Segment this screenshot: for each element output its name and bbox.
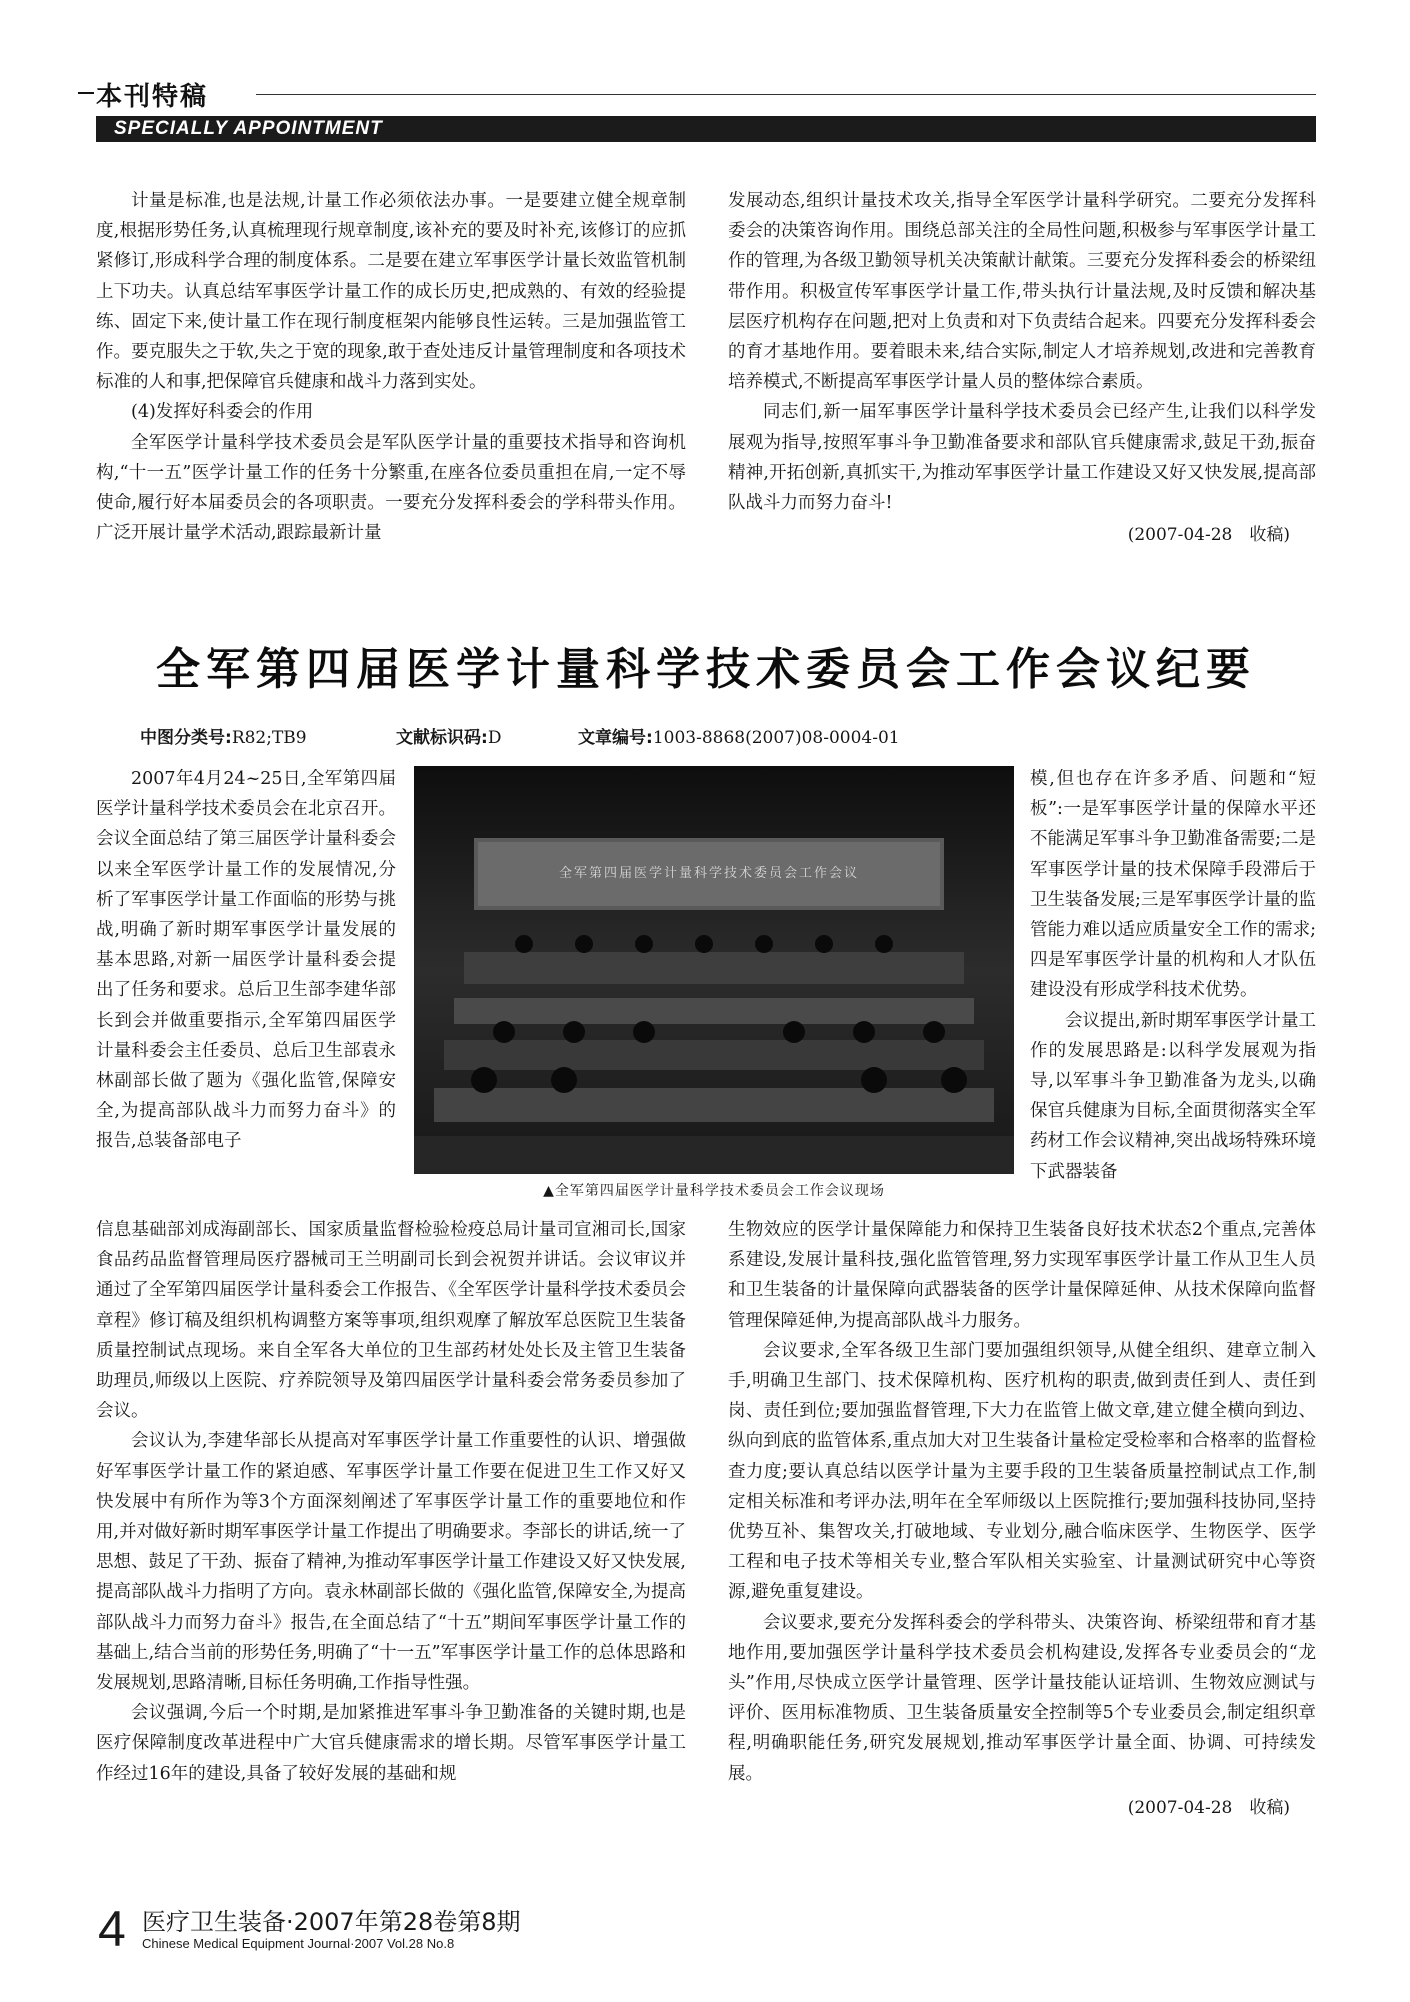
article-right-paragraph-2: 会议要求,全军各级卫生部门要加强组织领导,从健全组织、建章立制入手,明确卫生部门、技术保障机构、医疗机构的职责,做到责任到人、责任到岗、责任到位;要加强监督管理,下大力在监管上做文章,建立健全横向到边、纵向到底的监管体系,重点加大对卫生装备计量检定受检率和合格率的监督检查力度;要认真总结以医学计量为主要手段的卫生装备质量控制试点工作,制定相关标准和考评办法,明年在全军师级以上医院推行;要加强科技协同,坚持优势互补、集智攻关,打破地域、专业划分,融合临床医学、生物医学、医学工程和电子技术等相关专业,整合军队相关实验室、计量测试研究中心等资源,避免重复建设。 [728,1340,1316,1603]
prev-right-paragraph-2: 同志们,新一届军事医学计量科学技术委员会已经产生,让我们以科学发展观为指导,按照军事斗争卫勤准备要求和部队官兵健康需求,鼓足干劲,振奋精神,开拓创新,真抓实干,为推动军事医学计量工作建设又好又快发展,提高部队战斗力而努力奋斗! [728,402,1316,514]
article-number [578,723,900,748]
prev-left-paragraph-3: 全军医学计量科学技术委员会是军队医学计量的重要技术指导和咨询机构,“十一五”医学计量工作的任务十分繁重,在座各位委员重担在肩,一定不辱使命,履行好本届委员会的各项职责。一要充分发挥科委会的学科带头作用。广泛开展计量学术活动,跟踪最新计量 [96,432,686,544]
article-right-narrow-paragraph-1: 模,但也存在许多矛盾、问题和“短板”:一是军事医学计量的保障水平还不能满足军事斗争卫勤准备需要;二是军事医学计量的技术保障手段滞后于卫生装备发展;三是军事医学计量的监管能力难以适应质量安全工作的需求;四是军事医学计量的机构和人才队伍建设没有形成学科技术优势。 [1030,769,1316,1001]
prev-received-date: (2007-04-28 收稿) [1127,525,1290,546]
column-title-en: SPECIALLY APPOINTMENT [114,118,383,139]
prev-right-paragraph-1: 发展动态,组织计量技术攻关,指导全军医学计量科学研究。二要充分发挥科委会的决策咨询作用。围绕总部关注的全局性问题,积极参与军事医学计量工作的管理,为各级卫勤领导机关决策献计献策。三要充分发挥科委会的桥梁纽带作用。积极宣传军事医学计量工作,带头执行计量法规,及时反馈和解决基层医疗机构存在问题,把对上负责和对下负责结合起来。四要充分发挥科委会的育才基地作用。要着眼未来,结合实际,制定人才培养规划,改进和完善教育培养模式,不断提高军事医学计量人员的整体综合素质。 [728,191,1316,393]
article-opening-paragraph: 2007年4月24~25日,全军第四届医学计量科学技术委员会在北京召开。会议全面总结了第三届医学计量科委会以来全军医学计量工作的发展情况,分析了军事医学计量工作面临的形势与挑战,明确了新时期军事医学计量发展的基本思路,对新一届医学计量科委会提出了任务和要求。总后卫生部李建华部长到会并做重要指示,全军第四届医学计量科委会主任委员、总后卫生部袁永林副部长做了题为《强化监管,保障安全,为提高部队战斗力而努力奋斗》的报告,总装备部电子 [96,769,396,1152]
page-number: 4 [98,1901,126,1957]
article-right-paragraph-1: 生物效应的医学计量保障能力和保持卫生装备良好技术状态2个重点,完善体系建设,发展计量科技,强化监管管理,努力实现军事医学计量工作从卫生人员和卫生装备的计量保障向武器装备的医学计量保障延伸、从技术保障向监督管理保障延伸,为提高部队战斗力服务。 [728,1220,1316,1331]
prev-article-left-column [96,186,686,548]
article-right-narrow-paragraph-2: 会议提出,新时期军事医学计量工作的发展思路是:以科学发展观为指导,以军事斗争卫勤准备为龙头,以确保官兵健康为目标,全面贯彻落实全军药材工作会议精神,突出战场特殊环境下武器装备 [1030,1010,1316,1182]
prev-left-paragraph-1: 计量是标准,也是法规,计量工作必须依法办事。一是要建立健全规章制度,根据形势任务,认真梳理现行规章制度,该补充的要及时补充,该修订的应抓紧修订,形成科学合理的制度体系。二是要在建立军事医学计量长效监管机制上下功夫。认真总结军事医学计量工作的成长历史,把成熟的、有效的经验提练、固定下来,使计量工作在现行制度框架内能够良性运转。三是加强监管工作。要克服失之于软,失之于宽的现象,敢于查处违反计量管理制度和各项技术标准的人和事,把保障官兵健康和战斗力落到实处。 [96,191,686,393]
header-rule [256,94,1316,95]
photo-banner-text: 全军第四届医学计量科学技术委员会工作会议 [558,866,859,881]
journal-name-en: Chinese Medical Equipment Journal·2007 Vol.28 No.8 [142,1936,455,1951]
article-number-label: 文章编号: [578,728,653,748]
article-title: 全军第四届医学计量科学技术委员会工作会议纪要 [156,644,1256,695]
article-left-paragraph-1: 信息基础部刘成海副部长、国家质量监督检验检疫总局计量司宣湘司长,国家食品药品监督管理局医疗器械司王兰明副司长到会祝贺并讲话。会议审议并通过了全军第四届医学计量科委会工作报告、《全军医学计量科学技术委员会章程》修订稿及组织机构调整方案等事项,组织观摩了解放军总医院卫生装备质量控制试点现场。来自全军各大单位的卫生部药材处处长及主管卫生装备助理员,师级以上医院、疗养院领导及第四届医学计量科委会常务委员参加了会议。 [96,1220,686,1422]
journal-name-cn: 医疗卫生装备·2007年第28卷第8期 [142,1908,521,1936]
doc-code-value: D [487,728,502,748]
prev-article-right-column [728,186,1316,550]
clc-value: R82;TB9 [231,728,307,748]
article-left-paragraph-3: 会议强调,今后一个时期,是加紧推进军事斗争卫勤准备的关键时期,也是医疗保障制度改革进程中广大官兵健康需求的增长期。尽管军事医学计量工作经过16年的建设,具备了较好发展的基础和规 [96,1703,686,1784]
doc-code [396,723,501,748]
clc-label: 中图分类号: [140,728,232,748]
article-number-value: 1003-8868(2007)08-0004-01 [652,728,900,748]
article-right-narrow-column [1030,764,1316,1187]
article-left-narrow-column [96,764,396,1157]
article-left-wide-column [96,1215,686,1789]
article-left-paragraph-2: 会议认为,李建华部长从提高对军事医学计量工作重要性的认识、增强做好军事医学计量工作的紧迫感、军事医学计量工作要在促进卫生工作又好又快发展中有所作为等3个方面深刻阐述了军事医学计量工作的重要地位和作用,并对做好新时期军事医学计量工作提出了明确要求。李部长的讲话,统一了思想、鼓足了干劲、振奋了精神,为推动军事医学计量工作建设又好又快发展,提高部队战斗力指明了方向。袁永林副部长做的《强化监管,保障安全,为提高部队战斗力而努力奋斗》报告,在全面总结了“十五”期间军事医学计量工作的基础上,结合当前的形势任务,明确了“十一五”军事医学计量工作的总体思路和发展规划,思路清晰,目标任务明确,工作指导性强。 [96,1431,686,1694]
conference-photo [414,766,1014,1174]
article-right-wide-column [728,1215,1316,1823]
prev-left-paragraph-2: (4)发挥好科委会的作用 [131,402,314,423]
article-right-paragraph-3: 会议要求,要充分发挥科委会的学科带头、决策咨询、桥梁纽带和育才基地作用,要加强医学计量科学技术委员会机构建设,发挥各专业委员会的“龙头”作用,尽快成立医学计量管理、医学计量技能认证培训、生物效应测试与评价、医用标准物质、卫生装备质量安全控制等5个专业委员会,制定组织章程,明确职能任务,研究发展规划,推动军事医学计量全面、协调、可持续发展。 [728,1612,1316,1784]
header-dash [78,92,94,94]
conference-photo-image [414,766,1014,1174]
clc-number [140,723,307,748]
doc-code-label: 文献标识码: [396,728,488,748]
column-title: 本刊特稿 [96,82,209,112]
photo-caption: ▲全军第四届医学计量科学技术委员会工作会议现场 [543,1183,885,1199]
article-received-date: (2007-04-28 收稿) [1127,1797,1290,1818]
